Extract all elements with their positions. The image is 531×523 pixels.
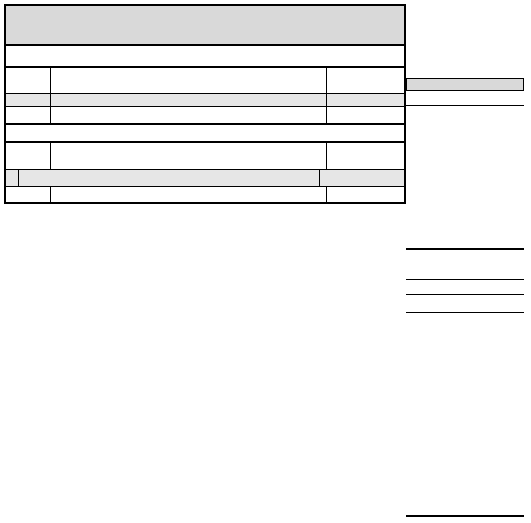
total-amount bbox=[327, 187, 404, 202]
right-header-2 bbox=[406, 279, 524, 295]
col-name bbox=[51, 143, 327, 169]
right-total-2 bbox=[406, 500, 524, 517]
budget-table bbox=[4, 4, 406, 204]
total-label bbox=[51, 187, 327, 202]
col-approval bbox=[327, 68, 404, 93]
section1-total-row bbox=[6, 107, 404, 125]
col-ka bbox=[6, 68, 51, 93]
section2-heading bbox=[6, 125, 404, 143]
right-group-1 bbox=[406, 92, 524, 106]
col-approval bbox=[327, 143, 404, 169]
section2-group-row bbox=[6, 170, 404, 187]
total-label bbox=[51, 107, 327, 123]
col-ka bbox=[6, 143, 51, 169]
right-group-2 bbox=[406, 296, 524, 313]
right-column bbox=[406, 70, 524, 519]
col-name bbox=[51, 68, 327, 93]
right-header-1 bbox=[406, 78, 524, 91]
group-label bbox=[327, 94, 404, 106]
section1-heading bbox=[6, 46, 404, 68]
section2-total-row bbox=[6, 187, 404, 202]
section2-header-row bbox=[6, 143, 404, 170]
right-total-1 bbox=[406, 230, 524, 250]
total-amount bbox=[327, 107, 404, 123]
group-code bbox=[6, 94, 51, 106]
page-title bbox=[6, 6, 404, 46]
group-code bbox=[6, 170, 19, 186]
section1-header-row bbox=[6, 68, 404, 94]
group-label bbox=[320, 170, 404, 186]
section1-group-row bbox=[6, 94, 404, 107]
